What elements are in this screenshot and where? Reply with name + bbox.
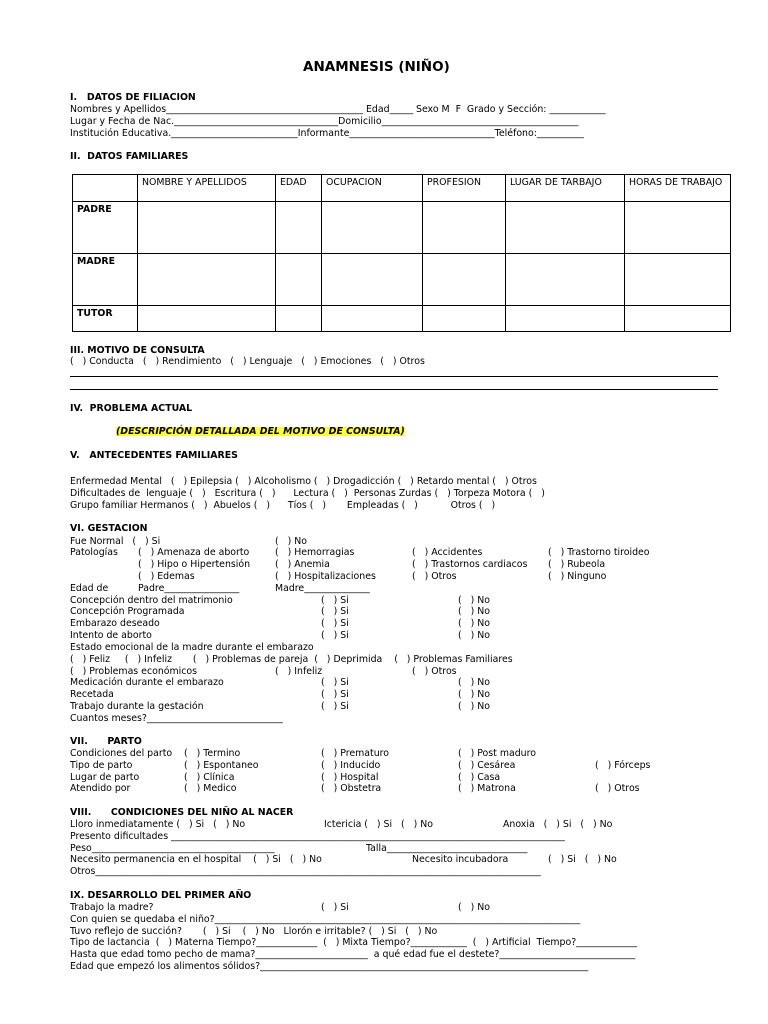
- section-heading-problema: IV. PROBLEMA ACTUAL: [70, 403, 193, 414]
- filiacion-line-2[interactable]: Lugar y Fecha de Nac.___________________________________Domicilio__________________________________________: [70, 116, 579, 127]
- anoxia-options[interactable]: Anoxia ( ) Si ( ) No: [503, 819, 613, 830]
- problema-note: (DESCRIPCIÓN DETALLADA DEL MOTIVO DE CONSULTA): [116, 426, 405, 437]
- table-cell[interactable]: [625, 306, 731, 332]
- col-header: OCUPACION: [322, 175, 423, 202]
- pat-option[interactable]: ( ) Hospitalizaciones: [275, 571, 376, 582]
- table-cell[interactable]: [423, 202, 506, 254]
- lactancia-options[interactable]: Tipo de lactancia ( ) Materna Tiempo?_____________ ( ) Mixta Tiempo?____________ ( ) Artificial Tiempo?_____________: [70, 937, 638, 948]
- peso-field[interactable]: Peso_______________________________________: [70, 843, 275, 854]
- parto-option[interactable]: ( ) Hospital: [321, 772, 379, 783]
- yn-si[interactable]: ( ) Si: [321, 689, 349, 700]
- pat-option[interactable]: ( ) Anemia: [275, 559, 330, 570]
- section-heading-parto: VII. PARTO: [70, 736, 142, 747]
- trabajo-madre-no[interactable]: ( ) No: [458, 902, 490, 913]
- yn-no[interactable]: ( ) No: [458, 689, 490, 700]
- emocional-option[interactable]: ( ) Infeliz: [275, 666, 323, 677]
- antecedentes-line-2[interactable]: Dificultades de lenguaje ( ) Escritura ( ) Lectura ( ) Personas Zurdas ( ) Torpeza Motora ( ): [70, 488, 545, 499]
- yn-label: Medicación durante el embarazo: [70, 677, 224, 688]
- pat-option[interactable]: ( ) Trastornos cardiacos: [412, 559, 528, 570]
- solidos-field[interactable]: Edad que empezó los alimentos sólidos?______________________________________________________________________: [70, 961, 589, 972]
- presento-dificultades-field[interactable]: Presento dificultades ____________________________________________________________________________________: [70, 831, 565, 842]
- pat-option[interactable]: ( ) Hemorragias: [275, 547, 355, 558]
- parto-label: Atendido por: [70, 783, 131, 794]
- antecedentes-line-3[interactable]: Grupo familiar Hermanos ( ) Abuelos ( ) Tíos ( ) Empleadas ( ) Otros ( ): [70, 500, 496, 511]
- table-cell[interactable]: [276, 254, 322, 306]
- page-title: ANAMNESIS (NIÑO): [303, 59, 450, 75]
- table-cell[interactable]: [276, 306, 322, 332]
- emocional-options-1[interactable]: ( ) Feliz ( ) Infeliz ( ) Problemas de pareja ( ) Deprimida ( ) Problemas Familiares: [70, 654, 513, 665]
- antecedentes-line-1[interactable]: Enfermedad Mental ( ) Epilepsia ( ) Alcoholismo ( ) Drogadicción ( ) Retardo mental ( ) Otros: [70, 476, 537, 487]
- yn-si[interactable]: ( ) Si: [321, 630, 349, 641]
- parto-option[interactable]: ( ) Medico: [184, 783, 237, 794]
- yn-label: Concepción Programada: [70, 606, 185, 617]
- col-header: LUGAR DE TARBAJO: [506, 175, 625, 202]
- pat-option[interactable]: ( ) Edemas: [138, 571, 195, 582]
- table-cell[interactable]: [506, 306, 625, 332]
- row-header-madre: MADRE: [73, 254, 138, 306]
- trabajo-madre-label: Trabajo la madre?: [70, 902, 154, 913]
- section-heading-motivo: III. MOTIVO DE CONSULTA: [70, 345, 205, 356]
- family-table: [72, 174, 731, 332]
- table-cell[interactable]: [276, 202, 322, 254]
- section-heading-nacer: VIII. CONDICIONES DEL NIÑO AL NACER: [70, 807, 294, 818]
- pat-option[interactable]: ( ) Hipo o Hipertensión: [138, 559, 251, 570]
- yn-no[interactable]: ( ) No: [458, 618, 490, 629]
- yn-si[interactable]: ( ) Si: [321, 677, 349, 688]
- fue-normal-no[interactable]: ( ) No: [275, 536, 307, 547]
- parto-option[interactable]: ( ) Fórceps: [595, 760, 651, 771]
- table-cell[interactable]: [138, 254, 276, 306]
- table-cell[interactable]: [506, 254, 625, 306]
- yn-no[interactable]: ( ) No: [458, 630, 490, 641]
- parto-option[interactable]: ( ) Prematuro: [321, 748, 390, 759]
- estado-emocional-label: Estado emocional de la madre durante el embarazo: [70, 642, 314, 653]
- yn-label: Recetada: [70, 689, 114, 700]
- table-cell[interactable]: [322, 254, 423, 306]
- edad-de-label: Edad de: [70, 583, 109, 594]
- reflejo-options[interactable]: Tuvo reflejo de succión? ( ) Si ( ) No Llorón e irritable? ( ) Si ( ) No: [70, 926, 438, 937]
- yn-si[interactable]: ( ) Si: [321, 701, 349, 712]
- cuantos-meses-field[interactable]: Cuantos meses?_____________________________: [70, 713, 283, 724]
- parto-option[interactable]: ( ) Termino: [184, 748, 241, 759]
- parto-option[interactable]: ( ) Cesárea: [458, 760, 516, 771]
- table-row: [73, 306, 731, 332]
- parto-option[interactable]: ( ) Clínica: [184, 772, 235, 783]
- yn-label: Trabajo durante la gestación: [70, 701, 204, 712]
- table-row: [73, 202, 731, 254]
- pat-option[interactable]: ( ) Otros: [412, 571, 457, 582]
- pat-option[interactable]: ( ) Accidentes: [412, 547, 483, 558]
- yn-label: Embarazo deseado: [70, 618, 160, 629]
- patologias-label: Patologías: [70, 547, 118, 558]
- col-header: PROFESION: [423, 175, 506, 202]
- emocional-option[interactable]: ( ) Otros: [412, 666, 457, 677]
- emocional-option[interactable]: ( ) Problemas económicos: [70, 666, 198, 677]
- incubadora-options[interactable]: ( ) Si ( ) No: [548, 854, 617, 865]
- col-header: NOMBRE Y APELLIDOS: [138, 175, 276, 202]
- table-cell[interactable]: [138, 202, 276, 254]
- motivo-line-1[interactable]: [70, 376, 718, 377]
- parto-label: Tipo de parto: [70, 760, 133, 771]
- talla-field[interactable]: Talla______________________________: [366, 843, 528, 854]
- yn-label: Concepción dentro del matrimonio: [70, 595, 233, 606]
- table-row: [73, 254, 731, 306]
- filiacion-line-1[interactable]: Nombres y Apellidos__________________________________________ Edad_____ Sexo M F Grado y Sección: ____________: [70, 104, 606, 115]
- table-corner: [73, 175, 138, 202]
- table-cell[interactable]: [625, 202, 731, 254]
- yn-no[interactable]: ( ) No: [458, 606, 490, 617]
- col-header: EDAD: [276, 175, 322, 202]
- table-cell[interactable]: [138, 306, 276, 332]
- fue-normal-si[interactable]: Fue Normal ( ) Si: [70, 536, 161, 547]
- section-heading-gestacion: VI. GESTACION: [70, 523, 148, 534]
- motivo-options[interactable]: ( ) Conducta ( ) Rendimiento ( ) Lenguaje ( ) Emociones ( ) Otros: [70, 356, 425, 367]
- table-cell[interactable]: [322, 202, 423, 254]
- yn-label: Intento de aborto: [70, 630, 152, 641]
- parto-option[interactable]: ( ) Casa: [458, 772, 501, 783]
- parto-option[interactable]: ( ) Post maduro: [458, 748, 536, 759]
- llanto-options[interactable]: Lloro inmediatamente ( ) Si ( ) No: [70, 819, 246, 830]
- edad-madre-field[interactable]: Madre______________: [275, 583, 370, 594]
- pat-option[interactable]: ( ) Amenaza de aborto: [138, 547, 250, 558]
- table-cell[interactable]: [506, 202, 625, 254]
- row-header-tutor: TUTOR: [73, 306, 138, 332]
- table-cell[interactable]: [423, 254, 506, 306]
- table-cell[interactable]: [625, 254, 731, 306]
- parto-label: Lugar de parto: [70, 772, 140, 783]
- section-heading-filiacion: I. DATOS DE FILIACION: [70, 92, 196, 103]
- yn-si[interactable]: ( ) Si: [321, 618, 349, 629]
- motivo-line-2[interactable]: [70, 389, 718, 390]
- parto-option[interactable]: ( ) Espontaneo: [184, 760, 259, 771]
- yn-no[interactable]: ( ) No: [458, 677, 490, 688]
- yn-no[interactable]: ( ) No: [458, 595, 490, 606]
- table-cell[interactable]: [423, 306, 506, 332]
- section-heading-familiares: II. DATOS FAMILIARES: [70, 151, 189, 162]
- yn-si[interactable]: ( ) Si: [321, 595, 349, 606]
- otros-field[interactable]: Otros_______________________________________________________________________________________________: [70, 866, 541, 877]
- pat-option[interactable]: ( ) Rubeola: [548, 559, 606, 570]
- quien-field[interactable]: Con quien se quedaba el niño?______________________________________________________________________________: [70, 914, 581, 925]
- filiacion-line-3[interactable]: Institución Educativa.___________________________Informante_______________________________Teléfono:__________: [70, 128, 584, 139]
- hospital-options[interactable]: Necesito permanencia en el hospital ( ) Si ( ) No: [70, 854, 322, 865]
- incubadora-label: Necesito incubadora: [412, 854, 509, 865]
- pat-option[interactable]: ( ) Trastorno tiroideo: [548, 547, 650, 558]
- pat-option[interactable]: ( ) Ninguno: [548, 571, 607, 582]
- section-heading-desarrollo: IX. DESARROLLO DEL PRIMER AÑO: [70, 890, 252, 901]
- col-header: HORAS DE TRABAJO: [625, 175, 731, 202]
- yn-si[interactable]: ( ) Si: [321, 606, 349, 617]
- edad-padre-field[interactable]: Padre________________: [138, 583, 240, 594]
- ictericia-options[interactable]: Ictericia ( ) Si ( ) No: [324, 819, 434, 830]
- parto-option[interactable]: ( ) Matrona: [458, 783, 516, 794]
- trabajo-madre-si[interactable]: ( ) Si: [321, 902, 349, 913]
- section-heading-antecedentes: V. ANTECEDENTES FAMILIARES: [70, 450, 238, 461]
- parto-option[interactable]: ( ) Obstetra: [321, 783, 382, 794]
- parto-option[interactable]: ( ) Otros: [595, 783, 640, 794]
- pecho-field[interactable]: Hasta que edad tomo pecho de mama?________________________ a qué edad fue el destete?_____________________________: [70, 949, 636, 960]
- yn-no[interactable]: ( ) No: [458, 701, 490, 712]
- parto-label: Condiciones del parto: [70, 748, 173, 759]
- parto-option[interactable]: ( ) Inducido: [321, 760, 381, 771]
- table-cell[interactable]: [322, 306, 423, 332]
- row-header-padre: PADRE: [73, 202, 138, 254]
